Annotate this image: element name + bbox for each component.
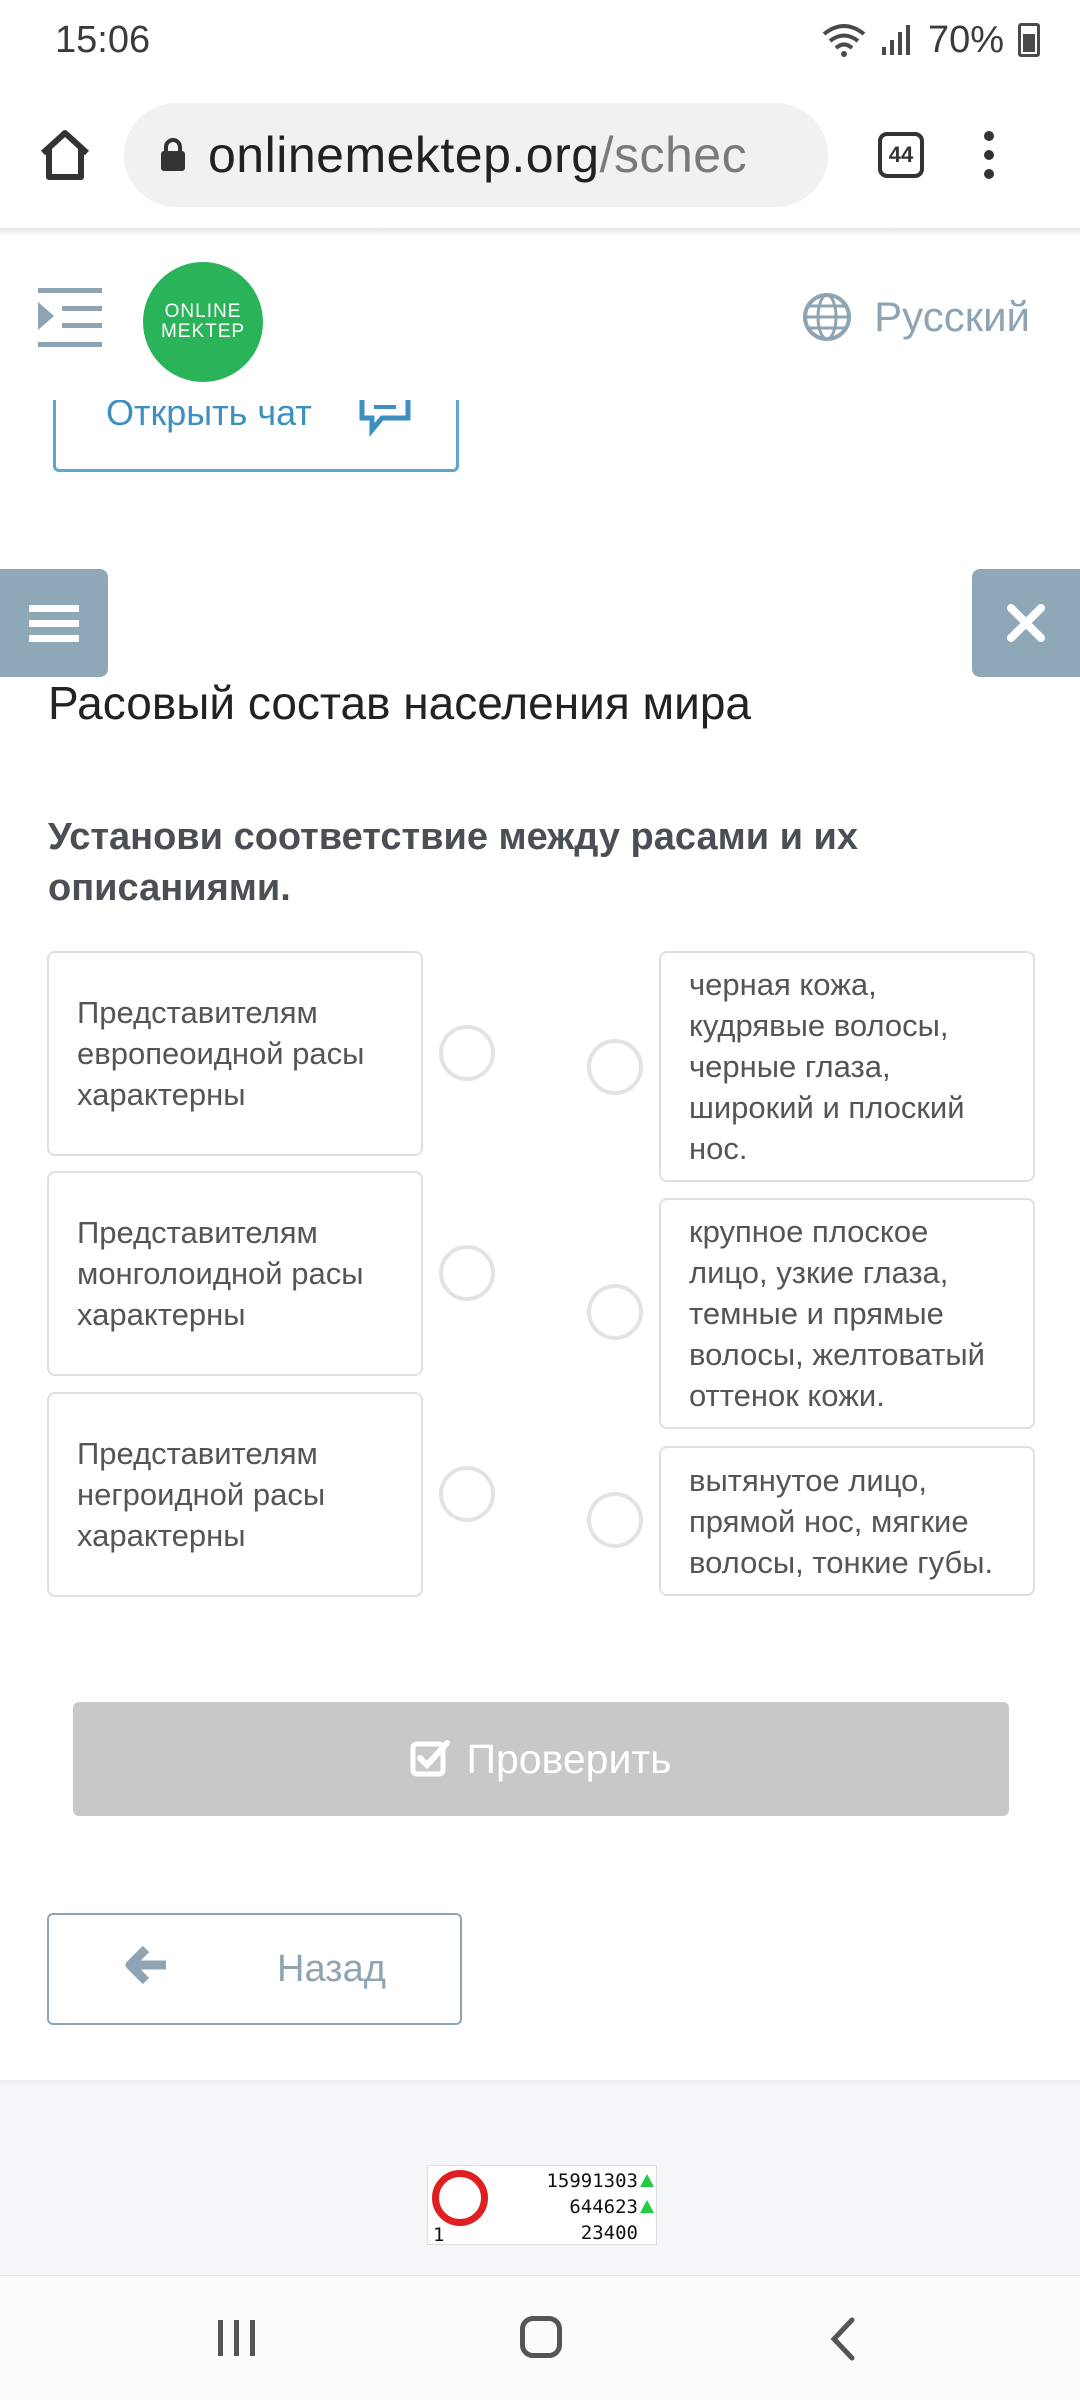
- left-item-1[interactable]: [47, 951, 423, 1156]
- url-text: onlinemektep.org/schec: [208, 127, 748, 183]
- wifi-icon: [822, 22, 866, 58]
- left-connector-2[interactable]: [439, 1245, 495, 1301]
- chat-icon: [358, 400, 412, 440]
- browser-toolbar: [0, 80, 1080, 230]
- lesson-menu-button[interactable]: [0, 569, 108, 677]
- browser-menu-button[interactable]: [984, 131, 994, 179]
- left-item-text: Представителям негроидной расы характерны: [77, 1436, 326, 1553]
- status-time: 15:06: [55, 18, 151, 61]
- counter-value-2: 644623: [569, 2196, 638, 2218]
- hamburger-icon: [29, 605, 79, 612]
- address-bar[interactable]: [124, 103, 828, 207]
- checkbox-icon: [410, 1739, 450, 1779]
- menu-icon[interactable]: [38, 288, 108, 348]
- check-button-label: Проверить: [466, 1735, 672, 1782]
- right-connector-3[interactable]: [587, 1492, 643, 1548]
- close-lesson-button[interactable]: [972, 569, 1080, 677]
- counter-up-icon: [640, 2200, 654, 2213]
- right-item-text: вытянутое лицо, прямой нос, мягкие волосы, тонкие губы.: [689, 1462, 994, 1580]
- check-button[interactable]: [73, 1702, 1009, 1816]
- site-logo[interactable]: ONLINE MEKTEP: [143, 262, 263, 382]
- right-item-text: черная кожа, кудрявые волосы, черные глаза, широкий и плоский нос.: [689, 967, 965, 1166]
- arrow-left-icon: [124, 1945, 170, 1985]
- left-item-2[interactable]: [47, 1171, 423, 1376]
- site-header: [0, 236, 1080, 411]
- right-item-3[interactable]: [659, 1446, 1035, 1596]
- toolbar-shadow: [0, 228, 1080, 236]
- language-label: Русский: [874, 293, 1030, 340]
- counter-logo-icon: [432, 2170, 488, 2226]
- left-connector-1[interactable]: [439, 1025, 495, 1081]
- counter-value-3: 23400: [580, 2222, 638, 2244]
- battery-icon: [1018, 23, 1040, 57]
- back-button[interactable]: [47, 1913, 462, 2025]
- tab-count: 44: [888, 142, 914, 167]
- right-item-1[interactable]: [659, 951, 1035, 1182]
- left-item-text: Представителям европеоидной расы характерны: [77, 995, 365, 1112]
- signal-icon: [880, 23, 914, 57]
- left-item-text: Представителям монголоидной расы характерны: [77, 1215, 364, 1332]
- browser-home-button[interactable]: [30, 120, 100, 190]
- open-chat-button[interactable]: [53, 400, 459, 472]
- status-bar: [0, 0, 1080, 80]
- status-icons: [822, 19, 1040, 62]
- left-connector-3[interactable]: [439, 1466, 495, 1522]
- right-connector-1[interactable]: [587, 1039, 643, 1095]
- back-nav-icon[interactable]: [828, 2316, 858, 2362]
- lock-icon: [160, 138, 186, 172]
- home-nav-icon[interactable]: [520, 2316, 562, 2358]
- task-instruction: Установи соответствие между расами и их описаниями.: [48, 816, 859, 909]
- right-item-2[interactable]: [659, 1198, 1035, 1429]
- left-item-3[interactable]: [47, 1392, 423, 1597]
- battery-percent: 70%: [927, 18, 1004, 61]
- recents-icon[interactable]: [218, 2320, 255, 2356]
- language-switcher[interactable]: [802, 292, 1030, 342]
- globe-icon: [802, 292, 852, 342]
- lesson-title: Расовый состав населения мира: [48, 677, 752, 729]
- counter-corner: 1: [433, 2224, 445, 2246]
- home-icon: [37, 127, 93, 183]
- close-icon: [1005, 602, 1047, 644]
- back-button-label: Назад: [277, 1948, 386, 1990]
- counter-value-1: 15991303: [546, 2170, 638, 2192]
- right-connector-2[interactable]: [587, 1284, 643, 1340]
- system-nav-bar: [0, 2275, 1080, 2400]
- chat-button-label: Открыть чат: [106, 400, 312, 433]
- visit-counter-widget[interactable]: [427, 2165, 657, 2245]
- counter-up-icon: [640, 2174, 654, 2187]
- tabs-button[interactable]: [878, 132, 924, 178]
- right-item-text: крупное плоское лицо, узкие глаза, темные и прямые волосы, желтоватый оттенок кожи.: [689, 1214, 985, 1413]
